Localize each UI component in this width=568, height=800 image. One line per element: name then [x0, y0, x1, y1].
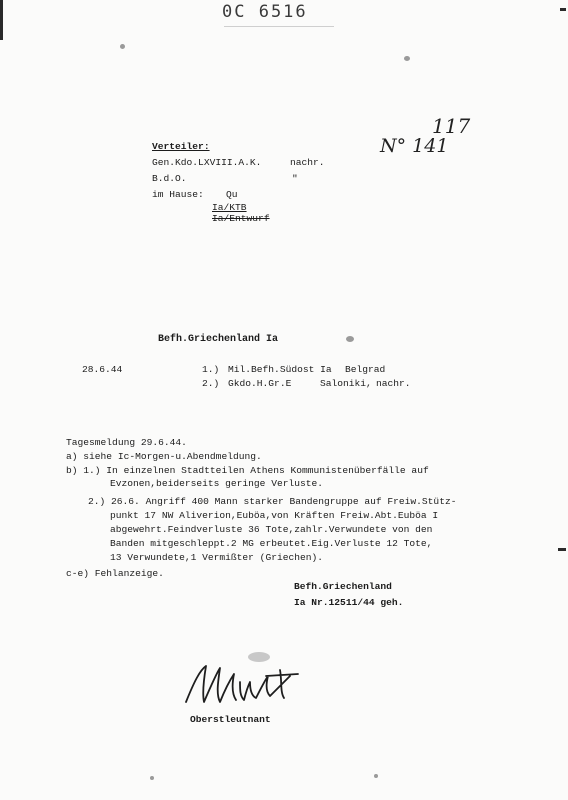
closing-org: Befh.Griechenland	[294, 581, 392, 592]
edge-mark-right-top	[560, 8, 566, 11]
distribution-line2-note: "	[292, 173, 298, 184]
scan-speckle	[248, 652, 270, 662]
handwritten-number: N° 141	[380, 135, 449, 157]
scan-speckle	[150, 776, 154, 780]
recipient-2-name: Gkdo.H.Gr.E	[228, 378, 292, 389]
report-item-b2-line1: 2.) 26.6. Angriff 400 Mann starker Bandengruppe auf Freiw.Stütz-	[88, 496, 457, 507]
scan-speckle	[346, 336, 354, 342]
edge-mark-left	[0, 0, 3, 40]
distribution-line3-value: Qu	[226, 189, 238, 200]
report-item-b1-line1: b) 1.) In einzelnen Stadtteilen Athens Kommunistenüberfälle auf	[66, 465, 429, 476]
recipient-1-place: Belgrad	[345, 364, 386, 375]
report-item-b1-line2: Evzonen,beiderseits geringe Verluste.	[110, 478, 324, 489]
recipient-2-place: Saloniki,	[320, 378, 372, 389]
report-item-ce: c-e) Fehlanzeige.	[66, 568, 164, 579]
report-item-b2-line4: Banden mitgeschleppt.2 MG erbeutet.Eig.Verluste 12 Tote,	[110, 538, 433, 549]
closing-reference: Ia Nr.12511/44 geh.	[294, 597, 404, 608]
message-date: 28.6.44	[82, 364, 123, 375]
recipient-1-num: 1.)	[202, 364, 220, 375]
distribution-line2-recipient: B.d.O.	[152, 173, 187, 184]
handwritten-signature	[180, 662, 320, 710]
distribution-line1-note: nachr.	[290, 157, 325, 168]
sender-line: Befh.Griechenland Ia	[158, 334, 279, 345]
closing-rank: Oberstleutnant	[190, 714, 271, 725]
report-item-a: a) siehe Ic-Morgen-u.Abendmeldung.	[66, 451, 262, 462]
distribution-heading: Verteiler:	[152, 141, 210, 152]
distribution-line3-label: im Hause:	[152, 189, 204, 200]
report-title: Tagesmeldung 29.6.44.	[66, 437, 187, 448]
archive-stamp: 0C 6516	[222, 2, 308, 22]
report-item-b2-line2: punkt 17 NW Aliverion,Euböa,von Kräften Freiw.Abt.Euböa I	[110, 510, 439, 521]
folio-number: 117	[432, 114, 471, 138]
report-item-b2-line5: 13 Verwundete,1 Vermißter (Griechen).	[110, 552, 324, 563]
scan-speckle	[374, 774, 378, 778]
recipient-1-name: Mil.Befh.Südost Ia	[228, 364, 332, 375]
edge-mark-right-mid	[558, 548, 566, 551]
report-item-b2-line3: abgewehrt.Feindverluste 36 Tote,zahlr.Verwundete von den	[110, 524, 433, 535]
recipient-2-num: 2.)	[202, 378, 220, 389]
scan-speckle	[120, 44, 125, 49]
distribution-line1-recipient: Gen.Kdo.LXVIII.A.K.	[152, 157, 262, 168]
scan-speckle	[404, 56, 410, 61]
distribution-line4: Ia/KTB	[212, 202, 247, 213]
recipient-2-note: nachr.	[376, 378, 411, 389]
distribution-line5: Ia/Entwurf	[212, 213, 270, 224]
